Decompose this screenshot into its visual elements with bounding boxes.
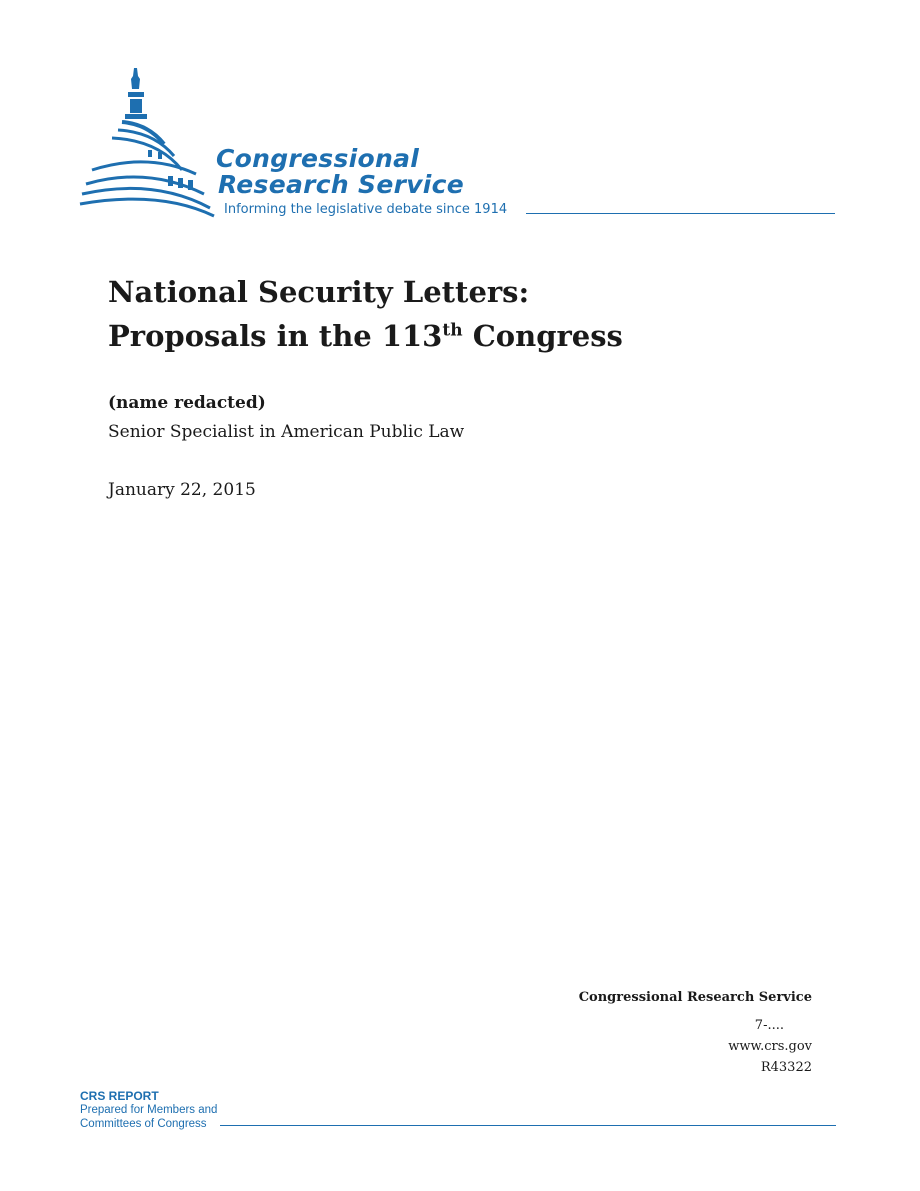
title-line2-pre: Proposals in the 113 [108,319,443,353]
footer-block [579,990,812,1078]
crs-report-line2: Committees of Congress [80,1118,207,1130]
capitol-dome-icon [78,66,218,226]
author-name: (name redacted) [108,393,266,413]
bottom-rule [220,1125,836,1126]
footer-org: Congressional Research Service [578,990,812,1005]
author-title: Senior Specialist in American Public Law [108,422,465,442]
crs-logo [78,66,838,226]
title-line1: National Security Letters: [108,275,530,309]
org-name-line1: Congressional [216,144,420,173]
tagline: Informing the legislative debate since 1914 [224,202,508,217]
footer-url: www.crs.gov [728,1039,812,1054]
crs-report-block [80,1089,217,1131]
report-title [108,270,623,358]
org-name-line2: Research Service [218,170,465,199]
footer-code: 7-.... [754,1018,784,1033]
title-line2-post: Congress [462,319,623,353]
footer-report-number: R43322 [760,1060,812,1075]
title-line2-sup: th [442,320,463,341]
crs-report-title: CRS REPORT [80,1089,159,1103]
title-line2 [108,314,623,358]
tagline-rule [526,213,835,214]
report-date: January 22, 2015 [108,480,256,500]
crs-report-line1: Prepared for Members and [80,1104,218,1116]
